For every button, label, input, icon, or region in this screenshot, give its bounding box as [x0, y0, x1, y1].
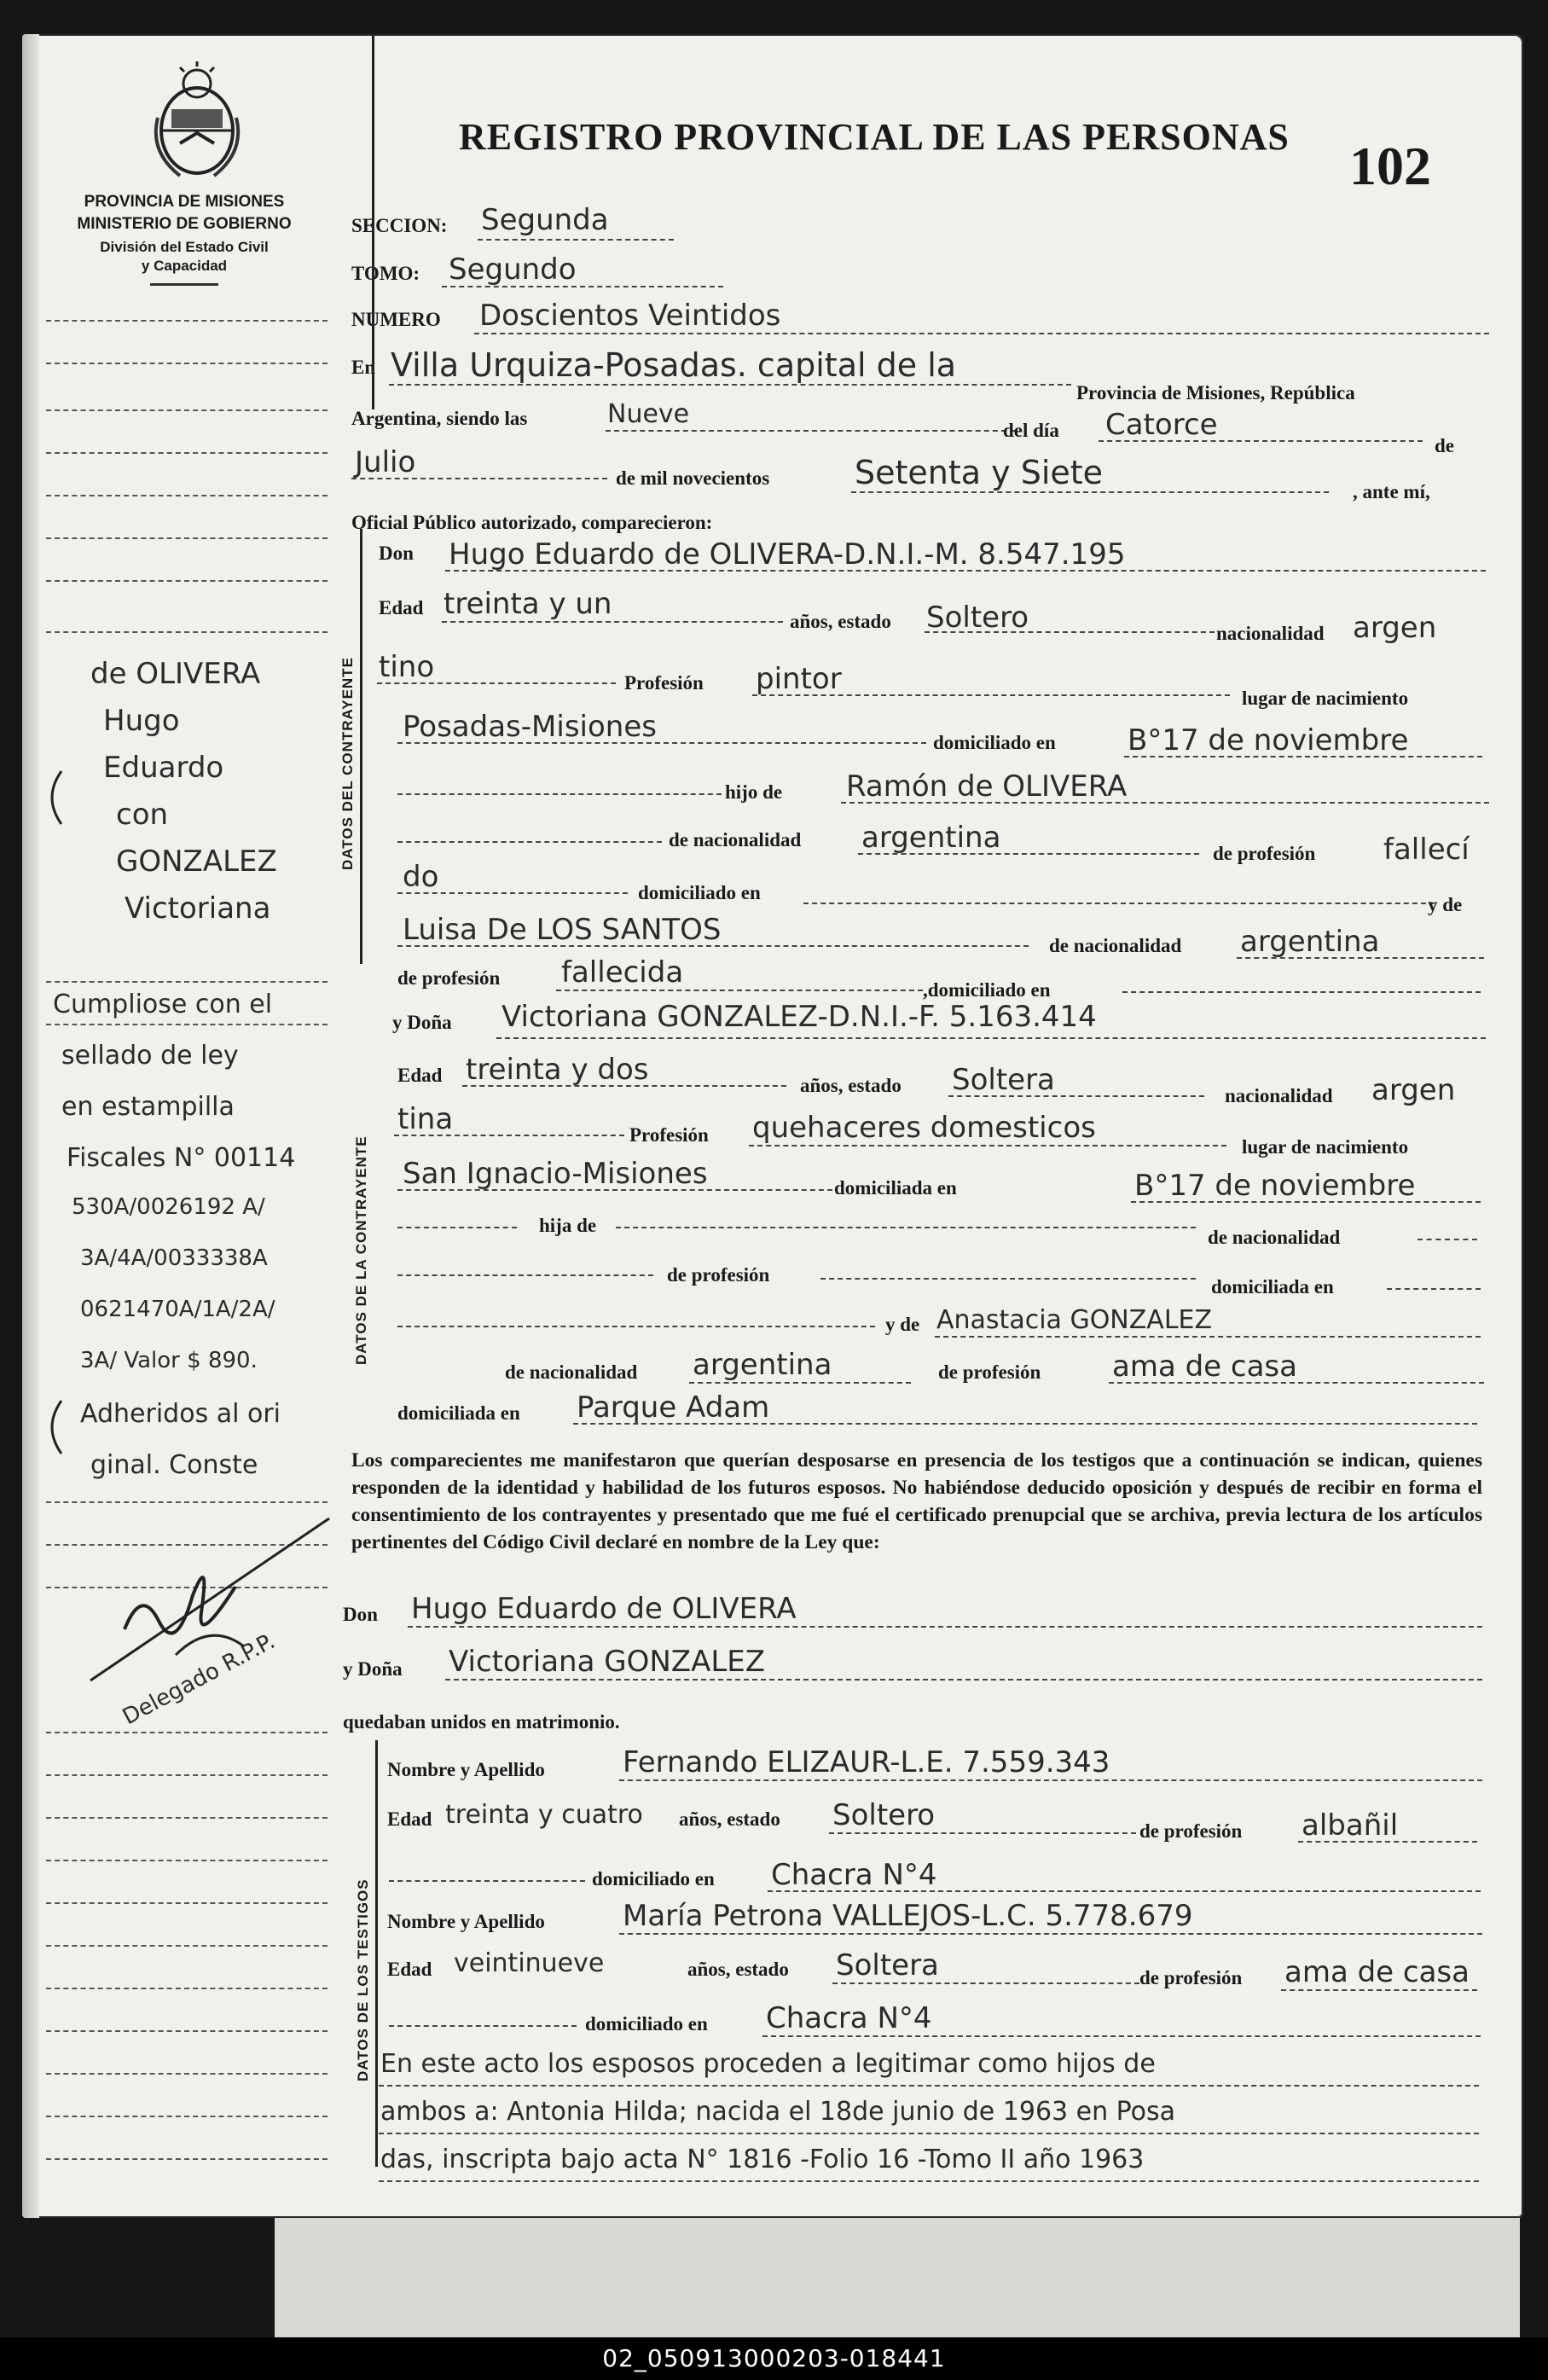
margin-rule: [46, 1774, 328, 1776]
entry-novia-nac-cont: tina: [397, 1102, 454, 1136]
fill-line: [1298, 1841, 1477, 1843]
fill-line: [397, 1227, 517, 1228]
fill-line: [925, 631, 1215, 633]
ministry-label: MINISTERIO DE GOBIERNO: [77, 215, 292, 233]
margin-rule: [46, 631, 328, 633]
entry-lugar: Villa Urquiza-Posadas. capital de la: [391, 346, 957, 384]
label-anos-estado-t1: años, estado: [679, 1808, 780, 1830]
label-y-dona: y Doña: [392, 1012, 452, 1033]
label-de-profesion-novia: de profesión: [667, 1264, 770, 1286]
entry-novio-profesion: pintor: [756, 662, 842, 696]
label-dona-final: y Doña: [343, 1658, 403, 1680]
fill-line: [832, 1982, 1139, 1984]
margin-rule: [46, 452, 328, 454]
entry-novia-madre: Anastacia GONZALEZ: [936, 1305, 1213, 1335]
margin-rule: [46, 320, 328, 322]
label-domiciliado: domiciliado en: [933, 732, 1056, 753]
label-tomo: TOMO:: [351, 263, 420, 284]
fill-line: [397, 742, 926, 744]
fill-line: [762, 2035, 1481, 2037]
fill-line: [948, 1095, 1204, 1097]
fill-line: [379, 2085, 1479, 2087]
label-edad: Edad: [379, 597, 424, 618]
fill-line: [619, 1933, 1482, 1935]
label-de-nacionalidad-madre: de nacionalidad: [1049, 935, 1182, 956]
entry-novia-estado: Soltera: [952, 1063, 1055, 1097]
entry-novio-lugar: Posadas-Misiones: [403, 710, 657, 744]
fill-line: [1099, 440, 1423, 442]
entry-dona-final: Victoriana GONZALEZ: [449, 1645, 766, 1679]
note-line-3: das, inscripta bajo acta N° 1816 -Folio 16 -Tomo II año 1963: [380, 2145, 1145, 2174]
entry-novia-nac: argen: [1371, 1073, 1456, 1107]
fill-line: [1124, 756, 1482, 758]
label-de-nacionalidad-madre-f: de nacionalidad: [505, 1361, 638, 1383]
label-edad-t2: Edad: [387, 1959, 432, 1980]
fill-line: [379, 2180, 1479, 2182]
fill-line: [496, 1037, 1486, 1039]
label-quedaban: quedaban unidos en matrimonio.: [343, 1711, 620, 1733]
margin-rule: [46, 363, 328, 364]
fill-line: [462, 1085, 786, 1087]
label-domiciliado-t1: domiciliado en: [592, 1868, 715, 1889]
margin-rule: [46, 2116, 328, 2117]
label-del-dia: del día: [1003, 420, 1059, 441]
margin-note-name: con: [116, 798, 169, 832]
margin-note-name: GONZALEZ: [116, 845, 277, 879]
margin-rule: [46, 580, 328, 582]
label-de-profesion: de profesión: [1213, 843, 1316, 864]
margin-note-stamp: ginal. Conste: [90, 1450, 258, 1480]
margin-note-stamp: 3A/4A/0033338A: [80, 1245, 268, 1271]
margin-note-stamp: Cumpliose con el: [53, 990, 273, 1019]
margin-rule: [46, 1024, 328, 1025]
declaration-paragraph: Los comparecientes me manifestaron que querían desposarse en presencia de los testigos que a continuación se indican, quienes responden de la identidad y habilidad de los futuros esposos. No habiéndose deducido oposición y después de recibir en forma el consentimiento de los contrayentes y presentado que me fué el certificado prenupcial que se archiva, previa lectura de los artículos pertinentes del Código Civil declaré en nombre de la Ley que:: [351, 1449, 1482, 1553]
entry-t1-prof: albañil: [1302, 1808, 1399, 1843]
fill-line: [397, 892, 628, 894]
fill-line: [829, 1832, 1136, 1834]
entry-novia-profesion: quehaceres domesticos: [752, 1111, 1096, 1145]
entry-padre: Ramón de OLIVERA: [846, 769, 1128, 804]
fill-line: [377, 682, 616, 684]
fill-line: [442, 621, 783, 623]
label-anos-estado: años, estado: [790, 611, 891, 632]
label-de-nacionalidad-novia: de nacionalidad: [1208, 1227, 1341, 1248]
entry-novio-estado: Soltero: [926, 601, 1029, 635]
label-y-de-novia: y de: [885, 1314, 920, 1335]
fill-line: [397, 1274, 653, 1276]
entry-novia-madre-dom: Parque Adam: [577, 1390, 770, 1425]
entry-novia-domicilio: B°17 de noviembre: [1134, 1169, 1416, 1203]
section-bracket: [372, 34, 374, 409]
section-bracket: [360, 529, 362, 964]
margin-rule: [46, 1945, 328, 1947]
section-bracket: [375, 1740, 378, 2167]
side-label-testigos: DATOS DE LOS TESTIGOS: [355, 1878, 371, 2081]
margin-rule: [46, 1988, 328, 1989]
entry-novio-nombre: Hugo Eduardo de OLIVERA-D.N.I.-M. 8.547.195: [449, 537, 1126, 572]
margin-bracket: [39, 1397, 65, 1457]
label-seccion: SECCION:: [351, 215, 448, 236]
label-profesion-t1: de profesión: [1139, 1820, 1243, 1842]
entry-t2-nombre: María Petrona VALLEJOS-L.C. 5.778.679: [623, 1899, 1193, 1933]
label-nombre-t2: Nombre y Apellido: [387, 1911, 545, 1932]
margin-rule: [46, 2073, 328, 2075]
registry-title: REGISTRO PROVINCIAL DE LAS PERSONAS: [459, 116, 1290, 158]
label-nacionalidad: nacionalidad: [1216, 623, 1325, 644]
label-provincia: Provincia de Misiones, República: [1076, 382, 1355, 403]
fill-line: [397, 1189, 832, 1191]
entry-t2-dom: Chacra N°4: [766, 2001, 932, 2035]
label-de-profesion-madre: de profesión: [397, 967, 501, 989]
label-profesion-t2: de profesión: [1139, 1967, 1243, 1988]
fill-line: [616, 1227, 1196, 1228]
division-label-1: División del Estado Civil: [100, 239, 269, 255]
label-domiciliado-madre: ,domiciliado en: [923, 979, 1051, 1001]
note-line-2: ambos a: Antonia Hilda; nacida el 18de junio de 1963 en Posa: [380, 2097, 1176, 2127]
entry-novio-edad: treinta y un: [444, 587, 612, 621]
entry-don-final: Hugo Eduardo de OLIVERA: [411, 1592, 797, 1626]
label-anos-estado-novia: años, estado: [800, 1075, 902, 1096]
margin-signature: [73, 1484, 346, 1698]
province-label: PROVINCIA DE MISIONES: [84, 193, 285, 211]
header-rule: [150, 283, 218, 286]
label-profesion-novia: Profesión: [629, 1124, 709, 1146]
fill-line: [1387, 1288, 1481, 1290]
fill-line: [803, 903, 1435, 904]
label-nacionalidad-novia: nacionalidad: [1225, 1085, 1333, 1106]
entry-padre-prof-cont: do: [403, 860, 439, 894]
margin-bracket: [39, 768, 65, 827]
label-nombre-t1: Nombre y Apellido: [387, 1759, 545, 1780]
entry-t2-estado: Soltera: [836, 1948, 939, 1982]
entry-novia-edad: treinta y dos: [466, 1053, 649, 1087]
label-oficial: Oficial Público autorizado, comparecieron:: [351, 512, 713, 533]
label-numero: NUMERO: [351, 309, 441, 330]
fill-line: [841, 802, 1489, 804]
fill-line: [820, 1278, 1196, 1280]
fill-line: [397, 793, 722, 795]
margin-note-name: Hugo: [103, 704, 180, 738]
entry-t2-prof: ama de casa: [1284, 1955, 1470, 1989]
label-don: Don: [379, 543, 414, 564]
entry-novio-domicilio: B°17 de noviembre: [1128, 723, 1409, 758]
entry-mes: Julio: [355, 445, 416, 479]
label-en: En: [351, 357, 376, 378]
margin-note-stamp: en estampilla: [61, 1092, 235, 1122]
label-de-mil: de mil novecientos: [616, 467, 770, 489]
fill-line: [851, 491, 1329, 493]
fill-line: [556, 990, 923, 991]
fill-line: [858, 853, 1199, 855]
entry-novio-nac-cont: tino: [379, 650, 435, 684]
margin-rule: [46, 537, 328, 539]
margin-rule: [46, 1817, 328, 1819]
fill-line: [573, 1423, 1477, 1425]
entry-novia-madre-nac: argentina: [693, 1348, 832, 1382]
fill-line: [768, 1890, 1481, 1892]
margin-note-stamp: Fiscales N° 00114: [67, 1143, 296, 1173]
fill-line: [935, 1336, 1481, 1338]
entry-hora: Nueve: [607, 399, 690, 429]
fill-line: [1418, 1239, 1477, 1240]
margin-note-stamp: 530A/0026192 A/: [72, 1194, 265, 1220]
margin-rule: [46, 409, 328, 411]
fill-line: [379, 2133, 1479, 2134]
margin-note-stamp: Adheridos al ori: [80, 1399, 281, 1429]
fill-line: [394, 1135, 624, 1136]
margin-rule: [46, 2030, 328, 2032]
margin-rule: [46, 495, 328, 496]
margin-note-name: Victoriana: [125, 891, 271, 926]
label-lugar-nac: lugar de nacimiento: [1242, 688, 1409, 709]
label-hija-de: hija de: [539, 1215, 597, 1236]
entry-novia-nombre: Victoriana GONZALEZ-D.N.I.-F. 5.163.414: [502, 1000, 1097, 1034]
label-lugar-nac-novia: lugar de nacimiento: [1242, 1136, 1409, 1158]
entry-padre-prof: fallecí: [1383, 833, 1470, 867]
label-de-nacionalidad: de nacionalidad: [669, 829, 802, 850]
fill-line: [408, 1626, 1482, 1628]
margin-rule: [46, 1732, 328, 1733]
note-line-1: En este acto los esposos proceden a legitimar como hijos de: [380, 2049, 1156, 2079]
page-number: 102: [1349, 136, 1431, 196]
document-page: [22, 34, 1523, 2218]
label-de-profesion-madre-f: de profesión: [938, 1361, 1041, 1383]
label-anos-estado-t2: años, estado: [687, 1959, 789, 1980]
label-domiciliada: domiciliada en: [834, 1177, 957, 1199]
label-edad-novia: Edad: [397, 1065, 443, 1086]
entry-t1-edad: treinta y cuatro: [445, 1800, 643, 1830]
fill-line: [397, 1326, 875, 1327]
fill-line: [389, 384, 1071, 386]
entry-madre-prof: fallecida: [561, 955, 684, 990]
label-profesion: Profesión: [624, 672, 704, 694]
fill-line: [351, 478, 607, 479]
entry-novio-nac: argen: [1353, 611, 1437, 645]
image-code: 02_050913000203-018441: [602, 2344, 946, 2372]
entry-dia: Catorce: [1105, 408, 1218, 442]
fill-line: [619, 1779, 1482, 1781]
label-argentina: Argentina, siendo las: [351, 408, 528, 429]
fill-line: [1109, 1382, 1484, 1384]
fill-line: [749, 1145, 1226, 1146]
entry-novia-madre-prof: ama de casa: [1112, 1350, 1297, 1384]
label-don-final: Don: [343, 1604, 378, 1625]
fill-line: [1122, 991, 1481, 993]
fill-line: [445, 570, 1486, 572]
margin-rule: [46, 2158, 328, 2160]
fill-line: [1131, 1201, 1481, 1203]
entry-tomo: Segundo: [449, 253, 577, 287]
label-domiciliado-t2: domiciliado en: [585, 2013, 708, 2035]
label-de: de: [1435, 435, 1454, 456]
entry-t1-nombre: Fernando ELIZAUR-L.E. 7.559.343: [623, 1745, 1110, 1779]
entry-madre: Luisa De LOS SANTOS: [403, 913, 722, 947]
margin-note-name: de OLIVERA: [90, 657, 261, 691]
label-domiciliado-padre: domiciliado en: [638, 882, 761, 903]
margin-rule: [46, 1860, 328, 1861]
fill-line: [689, 1382, 911, 1384]
entry-madre-nac: argentina: [1240, 925, 1380, 959]
fill-line: [442, 286, 723, 287]
label-domiciliada-madre: domiciliada en: [397, 1402, 520, 1424]
fill-line: [389, 1880, 585, 1882]
entry-novia-lugar: San Ignacio-Misiones: [403, 1157, 708, 1191]
label-domiciliada-2: domiciliada en: [1211, 1276, 1334, 1297]
margin-note-stamp: sellado de ley: [61, 1041, 239, 1071]
fill-line: [397, 945, 1029, 947]
label-y-de: y de: [1428, 894, 1463, 915]
label-hijo-de: hijo de: [725, 781, 783, 803]
margin-rule: [46, 1902, 328, 1904]
underlying-page: [275, 2218, 1520, 2337]
fill-line: [606, 430, 1015, 432]
entry-padre-nac: argentina: [861, 821, 1001, 855]
fill-line: [397, 841, 662, 843]
fill-line: [752, 694, 1230, 696]
fill-line: [445, 1679, 1482, 1681]
entry-t1-dom: Chacra N°4: [771, 1858, 937, 1892]
label-ante-mi: , ante mí,: [1353, 481, 1430, 502]
side-label-contrayente-f: DATOS DE LA CONTRAYENTE: [353, 1135, 369, 1365]
entry-t2-edad: veintinueve: [454, 1948, 605, 1978]
coat-of-arms-emblem: [146, 58, 248, 186]
margin-rule: [46, 981, 328, 983]
margin-note-stamp: 3A/ Valor $ 890.: [80, 1348, 258, 1373]
entry-seccion: Segunda: [481, 203, 609, 237]
entry-numero: Doscientos Veintidos: [479, 299, 781, 333]
fill-line: [1237, 957, 1484, 959]
fill-line: [1281, 1989, 1477, 1991]
entry-anio: Setenta y Siete: [855, 454, 1104, 491]
margin-note-name: Eduardo: [103, 751, 224, 785]
label-edad-t1: Edad: [387, 1808, 432, 1830]
division-label-2: y Capacidad: [141, 258, 228, 274]
fill-line: [474, 333, 1489, 334]
margin-stamp-delegado: Delegado R.P.P.: [118, 1628, 280, 1731]
margin-note-stamp: 0621470A/1A/2A/: [80, 1297, 275, 1322]
fill-line: [389, 2025, 577, 2027]
entry-t1-estado: Soltero: [832, 1798, 936, 1832]
side-label-contrayente: DATOS DEL CONTRAYENTE: [339, 657, 356, 870]
page-edge: [22, 34, 39, 2218]
fill-line: [478, 239, 674, 241]
